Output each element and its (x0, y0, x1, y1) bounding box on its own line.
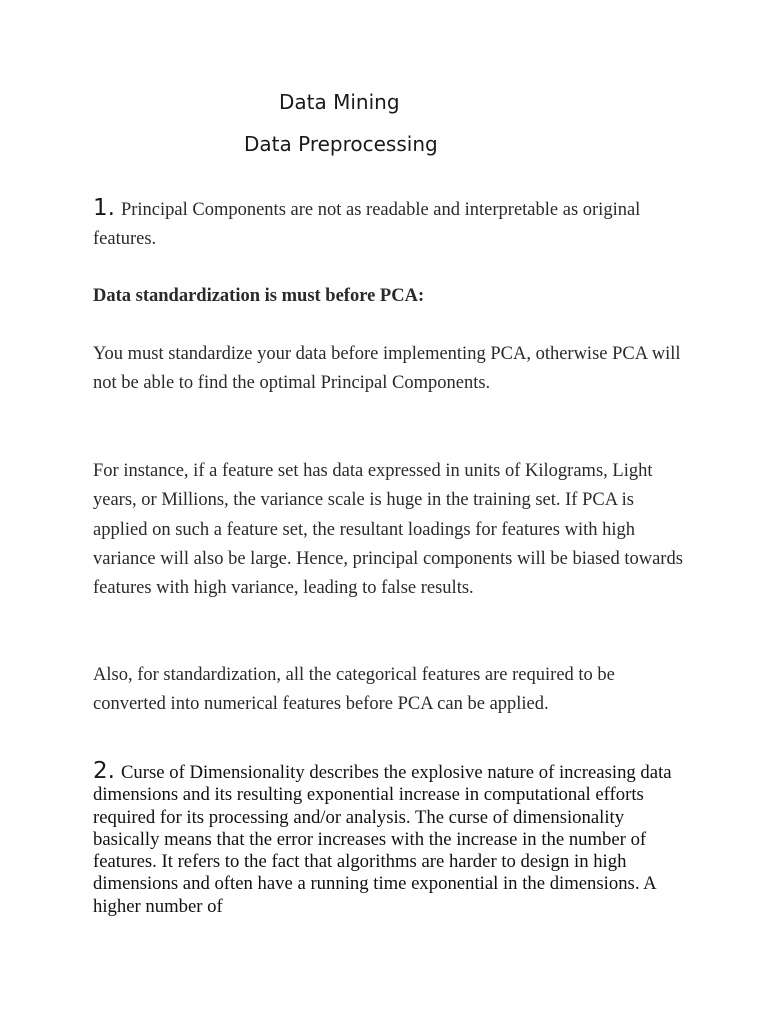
paragraph-standardize: You must standardize your data before implementing PCA, otherwise PCA will not be able to find the optimal Principal Components. (93, 344, 681, 394)
list-item-1-text: Principal Components are not as readable and interpretable as original features. (93, 200, 641, 250)
list-number-1: 1. (93, 195, 115, 221)
document-title: Data Mining (279, 90, 400, 114)
paragraph-also: Also, for standardization, all the categorical features are required to be converted into numerical features before PCA can be applied. (93, 665, 615, 715)
list-item-1 (93, 194, 683, 255)
section-heading: Data standardization is must before PCA: (93, 286, 425, 306)
list-item-2 (93, 760, 683, 918)
document-subtitle: Data Preprocessing (244, 132, 438, 156)
list-item-2-text: Curse of Dimensionality describes the explosive nature of increasing data dimensions and its resulting exponential increase in computational efforts required for its processing and/or analysis. The curse of dimensionality basically means that the error increases with the increase in the number of features. It refers to the fact that algorithms are harder to design in high dimensions and often have a running time exponential in the dimensions. A higher number of (93, 762, 672, 917)
paragraph-instance: For instance, if a feature set has data expressed in units of Kilograms, Light years, or Millions, the variance scale is huge in the training set. If PCA is applied on such a feature set, the resultant loadings for features with high variance will also be large. Hence, principal components will be biased towards features with high variance, leading to false results. (93, 461, 683, 599)
list-number-2: 2. (93, 758, 115, 784)
